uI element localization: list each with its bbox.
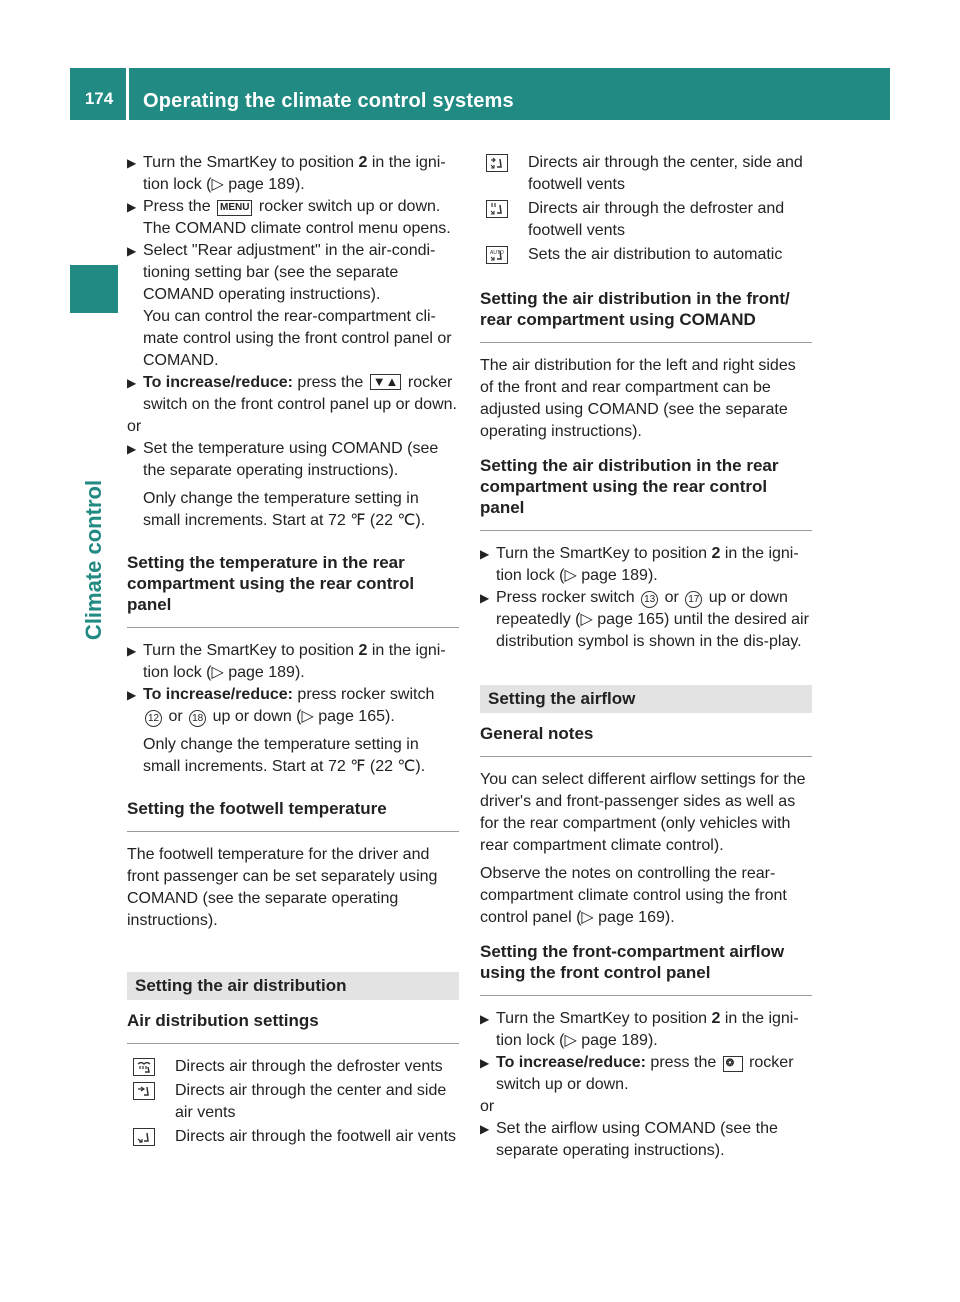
step-arrow-icon: ▶ <box>480 547 490 561</box>
symbol-description: Directs air through the defroster vents <box>175 1058 443 1075</box>
instruction-step <box>127 152 459 196</box>
step-text: Turn the SmartKey to position <box>496 1010 712 1027</box>
switch-13-icon: 13 <box>641 591 658 608</box>
center-side-footwell-icon <box>486 154 508 172</box>
step-text: Turn the SmartKey to position <box>143 642 359 659</box>
instruction-step <box>127 372 459 416</box>
header-divider <box>126 68 129 120</box>
section-band: Setting the airflow <box>480 685 812 713</box>
step-text: in the igni-tion lock (▷ page 189). <box>496 545 799 584</box>
instruction-step <box>480 1008 812 1052</box>
step-text: Turn the SmartKey to position <box>143 154 359 171</box>
symbol-description: Directs air through the center, side and footwell vents <box>528 154 803 193</box>
step-bold: 2 <box>711 545 721 562</box>
step-note: Only change the temperature setting in small increments. Start at 72 ℉ (22 ℃). <box>143 736 426 775</box>
step-text: up or down (▷ page 165). <box>208 708 395 725</box>
paragraph: You can select different airflow settings for the driver's and front-passenger sides as well as for the rear compartment (only vehicles with rear compartment climate control). <box>480 771 806 854</box>
step-arrow-icon: ▶ <box>127 376 137 390</box>
switch-17-icon: 17 <box>685 591 702 608</box>
step-bold: 2 <box>711 1010 721 1027</box>
side-tab-text: Climate control <box>81 479 106 641</box>
step-bold: 2 <box>358 642 368 659</box>
step-text: in the igni-tion lock (▷ page 189). <box>143 642 446 681</box>
subheading: Setting the front-compartment airflow using the front control panel <box>480 942 785 982</box>
page-title: Operating the climate control systems <box>143 90 514 112</box>
symbol-description: Directs air through the footwell air vents <box>175 1128 457 1145</box>
step-arrow-icon: ▶ <box>127 688 137 702</box>
symbol-row <box>480 152 812 196</box>
step-text: Press the <box>143 198 216 215</box>
step-text: rocker switch on the front control panel up or down. <box>143 374 457 413</box>
menu-key-icon: MENU <box>217 200 252 216</box>
step-text: press the <box>292 374 368 391</box>
instruction-step <box>127 684 459 778</box>
side-tab-marker <box>70 265 118 313</box>
symbol-description: Directs air through the center and side air vents <box>175 1082 447 1121</box>
step-text: in the igni-tion lock (▷ page 189). <box>496 1010 799 1049</box>
step-arrow-icon: ▶ <box>127 644 137 658</box>
step-bold: To increase/reduce: <box>496 1054 646 1071</box>
divider <box>480 995 812 996</box>
page-number: 174 <box>84 89 114 108</box>
left-column <box>127 152 459 1150</box>
symbol-description: Directs air through the defroster and footwell vents <box>528 200 785 239</box>
symbol-row <box>127 1056 459 1078</box>
subheading: Setting the footwell temperature <box>127 799 387 818</box>
defroster-footwell-icon <box>486 200 508 218</box>
step-text: Turn the SmartKey to position <box>496 545 712 562</box>
instruction-step <box>127 640 459 684</box>
instruction-step <box>480 1118 812 1162</box>
footwell-vent-icon <box>133 1128 155 1146</box>
section-band: Setting the air distribution <box>127 972 459 1000</box>
step-bold: To increase/reduce: <box>143 686 293 703</box>
instruction-step <box>127 240 459 372</box>
symbol-row <box>480 244 812 266</box>
or-text: or <box>480 1098 495 1115</box>
instruction-step <box>480 587 812 653</box>
step-arrow-icon: ▶ <box>127 200 137 214</box>
auto-distribution-icon <box>486 246 508 264</box>
step-bold: 2 <box>358 154 368 171</box>
symbol-description: Sets the air distribution to automatic <box>528 246 783 263</box>
subheading: Setting the air distribution in the rear compartment using the rear control panel <box>480 456 779 517</box>
temperature-rocker-icon: ▼▲ <box>370 374 402 390</box>
paragraph: The footwell temperature for the driver and front passenger can be set separately using COMAND (see the separate operating instructions). <box>127 846 438 929</box>
or-text: or <box>127 418 142 435</box>
divider <box>480 530 812 531</box>
step-text: press rocker switch <box>292 686 435 703</box>
step-text: or <box>164 708 188 725</box>
step-text: press the <box>645 1054 721 1071</box>
step-text: Set the airflow using COMAND (see the separate operating instructions). <box>496 1120 778 1159</box>
step-text: Select "Rear adjustment" in the air-condi-tioning setting bar (see the separate COMAND operating instructions). <box>143 242 436 303</box>
step-text: Press rocker switch <box>496 589 640 606</box>
step-arrow-icon: ▶ <box>127 156 137 170</box>
symbol-row <box>127 1080 459 1124</box>
step-arrow-icon: ▶ <box>480 1056 490 1070</box>
step-text: rocker switch up or down. <box>496 1054 794 1093</box>
center-side-vent-icon <box>133 1082 155 1100</box>
instruction-step <box>127 438 459 532</box>
step-note: You can control the rear-compartment cli-mate control using the front control panel or COMAND. <box>143 308 452 369</box>
defroster-icon <box>133 1058 155 1076</box>
step-note: Only change the temperature setting in small increments. Start at 72 ℉ (22 ℃). <box>143 490 426 529</box>
step-arrow-icon: ▶ <box>480 1122 490 1136</box>
subheading: Setting the air distribution in the front/ rear compartment using COMAND <box>480 289 790 329</box>
switch-12-icon: 12 <box>145 710 162 727</box>
divider <box>127 1043 459 1044</box>
divider <box>480 342 812 343</box>
divider <box>480 756 812 757</box>
instruction-step <box>127 196 459 240</box>
step-text: up or down repeatedly (▷ page 165) until the desired air distribution symbol is shown in the dis-play. <box>496 589 809 650</box>
svg-text:AUTO: AUTO <box>490 250 504 256</box>
right-column <box>480 152 812 1162</box>
paragraph: The air distribution for the left and right sides of the front and rear compartment can be adjusted using COMAND (see the separate operating instructions). <box>480 357 796 440</box>
divider <box>127 831 459 832</box>
step-arrow-icon: ▶ <box>127 442 137 456</box>
step-bold: To increase/reduce: <box>143 374 293 391</box>
paragraph: Observe the notes on controlling the rear-compartment climate control using the front control panel (▷ page 169). <box>480 865 787 926</box>
instruction-step <box>480 1052 812 1096</box>
step-arrow-icon: ▶ <box>480 1012 490 1026</box>
symbol-row <box>480 198 812 242</box>
step-text: in the igni-tion lock (▷ page 189). <box>143 154 446 193</box>
divider <box>127 627 459 628</box>
step-text: or <box>660 589 684 606</box>
instruction-step <box>480 543 812 587</box>
step-text: rocker switch up or down. The COMAND climate control menu opens. <box>143 198 451 237</box>
fan-rocker-icon: ❂ <box>723 1056 743 1072</box>
subheading: Air distribution settings <box>127 1011 319 1030</box>
symbol-row <box>127 1126 459 1148</box>
step-text: Set the temperature using COMAND (see the separate operating instructions). <box>143 440 439 479</box>
subheading: Setting the temperature in the rear compartment using the rear control panel <box>127 553 415 614</box>
subheading: General notes <box>480 724 594 743</box>
step-arrow-icon: ▶ <box>480 591 490 605</box>
step-arrow-icon: ▶ <box>127 244 137 258</box>
switch-18-icon: 18 <box>189 710 206 727</box>
